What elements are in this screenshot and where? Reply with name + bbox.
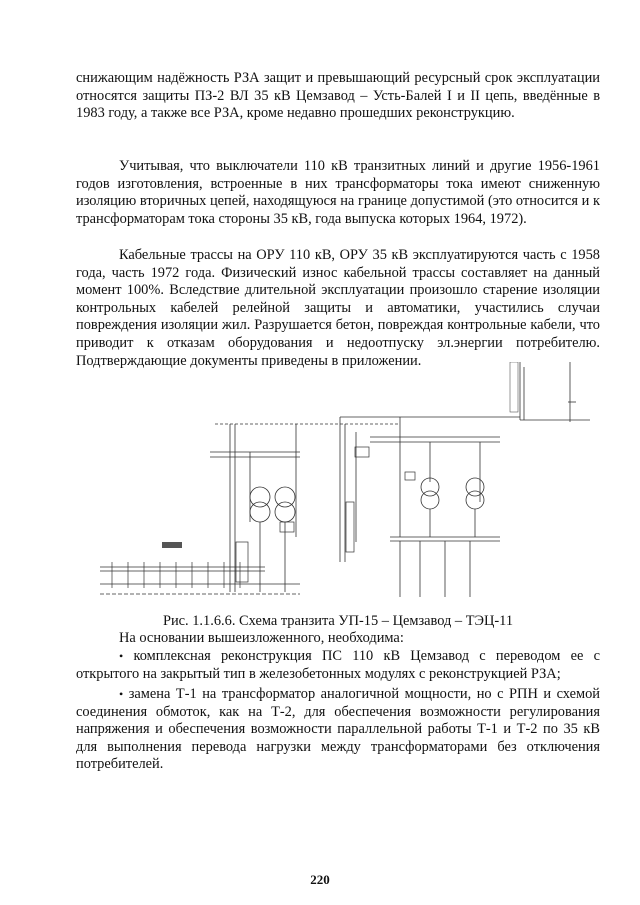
transit-scheme-diagram bbox=[100, 362, 592, 610]
paragraph-cable-routes: Кабельные трассы на ОРУ 110 кВ, ОРУ 35 кВ эксплуатируются часть с 1958 года, часть 1972 года. Физический износ кабельной трассы составляет на данный момент 100%. Вследствие длительной эксплуатации произошло старение изоляции контрольных кабелей релейной защиты и автоматики, участились случаи повреждения изоляции жил. Разрушается бетон, повреждая контрольные кабели, что приводит к отказам оборудования и недоотпуску эл.энергии потребителю. Подтверждающие документы приведены в приложении. bbox=[76, 247, 600, 369]
bullet-item bbox=[76, 648, 600, 683]
bullet-item bbox=[76, 686, 600, 774]
bullet-icon: • bbox=[119, 687, 124, 701]
conclusion-intro: На основании вышеизложенного, необходима: bbox=[119, 630, 404, 646]
page-number: 220 bbox=[310, 872, 330, 887]
paragraph-breakers: Учитывая, что выключатели 110 кВ транзитных линий и другие 1956-1961 годов изготовления, встроенные в них трансформаторы тока имеют сниженную изоляцию вторичных цепей, находящуюся на границе допустимой (это относится и к трансформаторам тока стороны 35 кВ, года выпуска которых 1964, 1972). bbox=[76, 158, 600, 227]
bullet-text: замена Т-1 на трансформатор аналогичной мощности, но с РПН и схемой соединения обмоток, как на Т-2, для обеспечения возможности регулирования напряжения и обеспечения возможности параллельной работы Т-1 и Т-2 по 35 кВ для выполнения перевода нагрузки между трансформаторами без отключения потребителей. bbox=[76, 686, 600, 773]
paragraph-rza-wear: снижающим надёжность РЗА защит и превышающий ресурсный срок эксплуатации относятся защиты ПЗ-2 ВЛ 35 кВ Цемзавод – Усть-Балей I и II цепь, введённые в 1983 году, а также все РЗА, кроме недавно прошедших реконструкцию. bbox=[76, 70, 600, 122]
figure-caption: Рис. 1.1.6.6. Схема транзита УП-15 – Цемзавод – ТЭЦ-11 bbox=[162, 613, 514, 629]
bullet-icon: • bbox=[119, 649, 124, 663]
bullet-text: комплексная реконструкция ПС 110 кВ Цемзавод с переводом ее с открытого на закрытый тип в железобетонных модулях с реконструкцией РЗА; bbox=[76, 648, 600, 682]
